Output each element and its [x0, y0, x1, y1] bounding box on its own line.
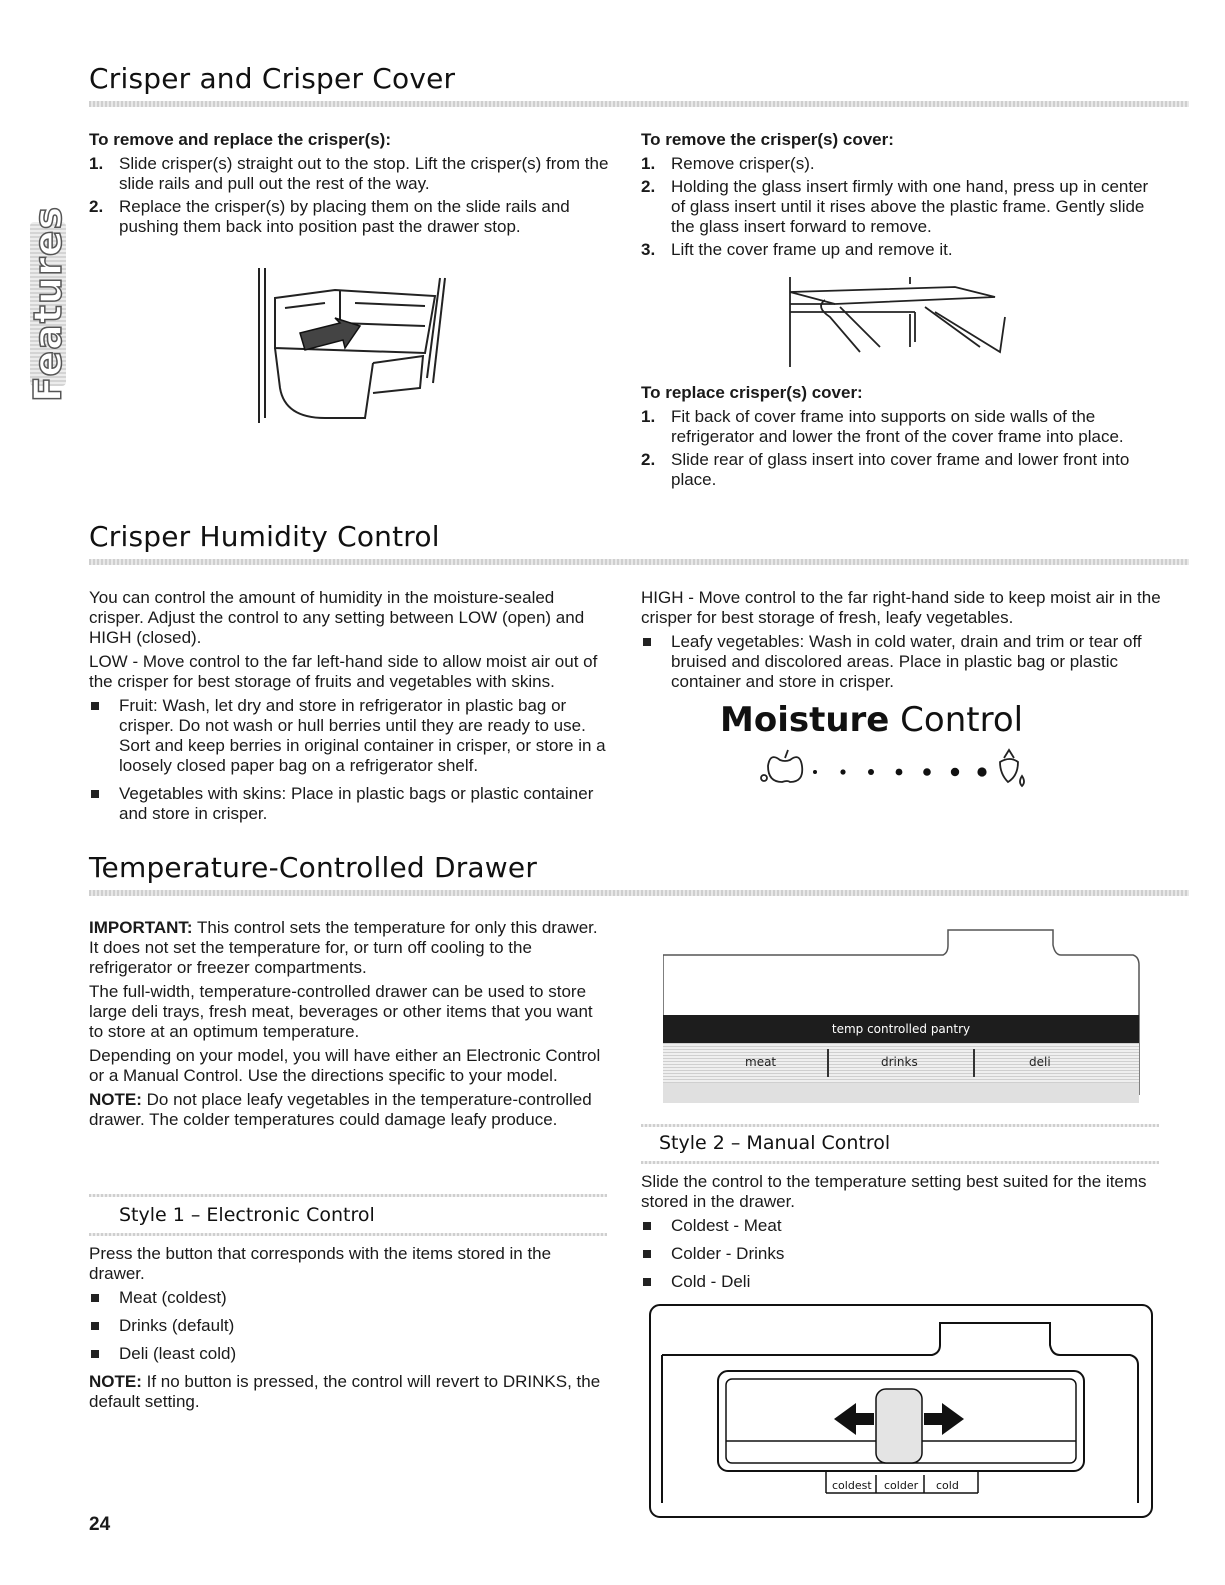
pantry-button-row: [663, 1043, 1139, 1083]
style2-item: Coldest - Meat: [641, 1216, 1161, 1236]
note-paragraph: NOTE: Do not place leafy vegetables in the temperature-controlled drawer. The colder temperatures could damage leafy produce.: [89, 1090, 592, 1129]
style1-note: NOTE: If no button is pressed, the control will revert to DRINKS, the default setting.: [89, 1372, 601, 1411]
arrow-right-icon: [924, 1403, 964, 1435]
features-side-tab: [26, 205, 70, 403]
remove-cover-step: 3. Lift the cover frame up and remove it.: [641, 240, 953, 259]
replace-cover-column: [641, 383, 1161, 493]
humidity-left-column: [89, 588, 609, 832]
section-title-temp-drawer: Temperature-Controlled Drawer: [89, 851, 538, 884]
button-divider: [827, 1049, 829, 1077]
moisture-scale: [760, 740, 1050, 790]
remove-crisper-step: 1. Slide crisper(s) straight out to the stop. Lift the crisper(s) from the slide rails and pull out the rest of the way.: [89, 154, 609, 193]
arrow-left-icon: [834, 1403, 874, 1435]
temp-paragraph: The full-width, temperature-controlled drawer can be used to store large deli trays, fresh meat, beverages or other items that you want to store at an optimum temperature.: [89, 982, 593, 1041]
temp-controlled-pantry-label: temp controlled pantry: [663, 1015, 1139, 1043]
page-number: 24: [89, 1514, 111, 1535]
remove-crisper-step: 2. Replace the crisper(s) by placing them on the slide rails and pushing them back into position past the drawer stop.: [89, 197, 570, 236]
humidity-low: LOW - Move control to the far left-hand side to allow moist air out of the crisper for best storage of fruits and vegetables with skins.: [89, 652, 598, 691]
style2-intro: Slide the control to the temperature setting best suited for the items stored in the drawer.: [641, 1172, 1147, 1211]
remove-crisper-heading: To remove and replace the crisper(s):: [89, 130, 392, 149]
remove-cover-column: [641, 130, 1161, 263]
humidity-right-column: [641, 588, 1161, 700]
style1-item: Drinks (default): [89, 1316, 609, 1336]
apple-icon: [761, 750, 802, 782]
remove-crisper-column: [89, 130, 609, 240]
slider-label-cold: cold: [936, 1479, 959, 1492]
temp-left-column: [89, 918, 609, 1134]
subsection-rule: [89, 1233, 607, 1236]
humidity-high-item: Leafy vegetables: Wash in cold water, drain and trim or tear off bruised and discolored areas. Place in plastic bag or plastic container and store in crisper.: [641, 632, 1161, 692]
style1-title: Style 1 – Electronic Control: [119, 1204, 375, 1226]
style1-column: [89, 1244, 609, 1416]
slider-label-coldest: coldest: [832, 1479, 872, 1492]
drinks-button[interactable]: drinks: [881, 1055, 918, 1069]
subsection-rule: [641, 1124, 1159, 1127]
humidity-low-item: Vegetables with skins: Place in plastic bags or plastic container and store in crisper.: [89, 784, 609, 824]
style2-item: Cold - Deli: [641, 1272, 1161, 1292]
remove-cover-step: 2. Holding the glass insert firmly with one hand, press up in center of glass insert until it rises above the plastic frame. Gently slide the glass insert forward to remove.: [641, 177, 1149, 236]
style1-intro: Press the button that corresponds with the items stored in the drawer.: [89, 1244, 552, 1283]
strawberry-icon: [1000, 750, 1024, 786]
remove-cover-step: 1. Remove crisper(s).: [641, 154, 815, 173]
button-divider: [973, 1049, 975, 1077]
humidity-intro: You can control the amount of humidity in the moisture-sealed crisper. Adjust the control to any setting between LOW (open) and HIGH (closed).: [89, 588, 585, 647]
important-paragraph: IMPORTANT: This control sets the temperature for only this drawer. It does not set the temperature for, or turn off cooling to the refrigerator or freezer compartments.: [89, 918, 598, 977]
style2-column: [641, 1172, 1161, 1300]
side-tab-label: Features: [26, 205, 70, 403]
humidity-high: HIGH - Move control to the far right-hand side to keep moist air in the crisper for best storage of fresh, leafy vegetables.: [641, 588, 1161, 627]
style2-item: Colder - Drinks: [641, 1244, 1161, 1264]
section-rule: [89, 559, 1189, 565]
subsection-rule: [641, 1161, 1159, 1164]
replace-cover-step: 1. Fit back of cover frame into supports on side walls of the refrigerator and lower the front of the cover frame into place.: [641, 407, 1124, 446]
section-rule: [89, 101, 1189, 107]
humidity-low-item: Fruit: Wash, let dry and store in refrigerator in plastic bag or crisper. Do not wash or hull berries until they are ready to use. Sort and keep berries in original container in crisper, or store in a loosely closed paper bag on a refrigerator shelf.: [89, 696, 609, 776]
cover-removal-illustration: [785, 272, 1015, 372]
manual-control-slider-illustration: [648, 1303, 1154, 1519]
crisper-drawer-illustration: [255, 268, 455, 428]
moisture-control-label: Moisture Control: [720, 700, 1024, 740]
deli-button[interactable]: deli: [1029, 1055, 1051, 1069]
section-rule: [89, 890, 1189, 896]
style1-item: Deli (least cold): [89, 1344, 609, 1364]
meat-button[interactable]: meat: [745, 1055, 777, 1069]
style2-title: Style 2 – Manual Control: [659, 1132, 891, 1154]
replace-cover-heading: To replace crisper(s) cover:: [641, 383, 863, 402]
style1-item: Meat (coldest): [89, 1288, 609, 1308]
subsection-rule: [89, 1194, 607, 1197]
slider-label-colder: colder: [884, 1479, 919, 1492]
section-title-crisper: Crisper and Crisper Cover: [89, 62, 456, 95]
remove-cover-heading: To remove the crisper(s) cover:: [641, 130, 894, 149]
section-title-humidity: Crisper Humidity Control: [89, 520, 440, 553]
temp-paragraph: Depending on your model, you will have either an Electronic Control or a Manual Control. Use the directions specific to your model.: [89, 1046, 601, 1085]
replace-cover-step: 2. Slide rear of glass insert into cover frame and lower front into place.: [641, 450, 1130, 489]
